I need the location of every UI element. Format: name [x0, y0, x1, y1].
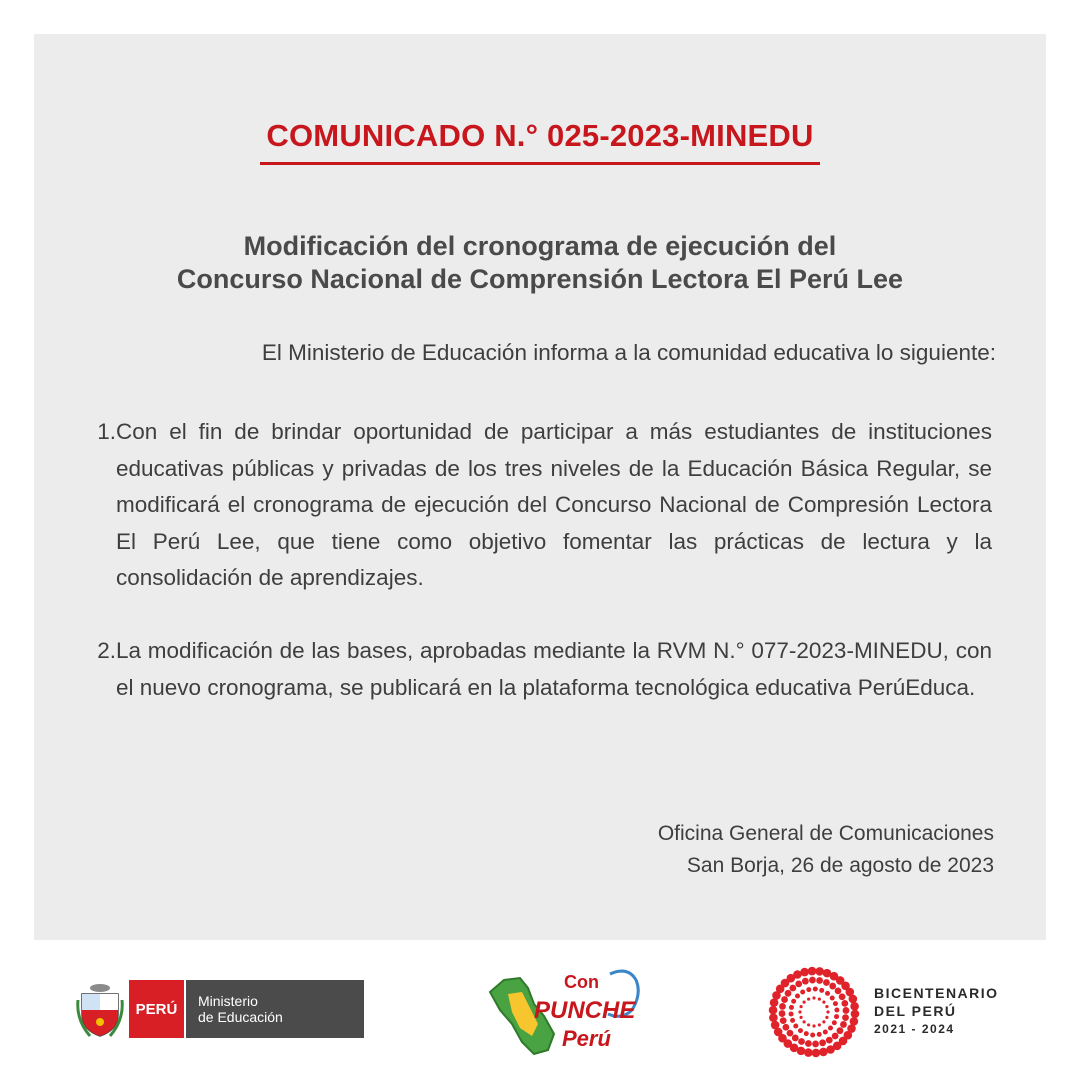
list-item	[86, 414, 992, 597]
sunburst-dot	[826, 1010, 829, 1013]
sunburst-dot	[826, 1037, 833, 1044]
sunburst-dot	[793, 1024, 798, 1029]
svg-text:Con: Con	[564, 972, 599, 992]
announcement-card	[34, 34, 1046, 940]
svg-text:Perú: Perú	[562, 1026, 611, 1051]
sunburst-dot	[840, 1021, 847, 1028]
announcement-title: COMUNICADO N.° 025-2023-MINEDU	[34, 118, 1046, 165]
list-item-number: 2.	[97, 638, 116, 663]
sunburst-dot	[832, 1033, 839, 1040]
sunburst-dot	[835, 987, 842, 994]
sunburst-dot	[780, 1017, 787, 1024]
sunburst-dot	[812, 1041, 819, 1048]
svg-text:PUNCHE: PUNCHE	[534, 997, 636, 1024]
sunburst-dot	[779, 1010, 786, 1017]
sunburst-dot	[823, 1030, 828, 1035]
signature-date: San Borja, 26 de agosto de 2023	[686, 854, 994, 877]
sunburst-dot	[818, 1023, 821, 1026]
sunburst-dot	[769, 1013, 778, 1022]
intro-paragraph: El Ministerio de Educación informa a la comunidad educativa lo siguiente:	[261, 340, 996, 365]
sunburst-dot	[830, 995, 835, 1000]
sunburst-dot	[799, 1016, 802, 1019]
sunburst-dot	[781, 996, 788, 1003]
sunburst-dot	[847, 1024, 856, 1033]
sunburst-dot	[805, 1040, 812, 1047]
sunburst-dot	[804, 1048, 813, 1057]
sunburst-dot	[818, 997, 821, 1000]
peru-label: PERÚ	[129, 980, 184, 1038]
sunburst-dot	[804, 1031, 809, 1036]
list-item-number: 1.	[97, 419, 116, 444]
ministry-label: Ministerio de Educación	[186, 980, 364, 1038]
announcement-subtitle: Modificación del cronograma de ejecución del Concurso Nacional de Comprensión Lectora El Perú Lee	[176, 231, 904, 294]
sunburst-dot	[799, 1005, 802, 1008]
sunburst-dot	[812, 1049, 821, 1058]
sunburst-dot	[795, 980, 802, 987]
coat-of-arms-icon	[76, 980, 124, 1042]
list-item	[86, 633, 992, 706]
signature-office: Oficina General de Comunicaciones	[657, 822, 994, 845]
sunburst-dot	[787, 1030, 794, 1037]
sunburst-dot	[825, 1005, 828, 1008]
sunburst-dot	[841, 1000, 848, 1007]
bicentenario-logo	[764, 962, 1014, 1062]
bicentenario-text: BICENTENARIO DEL PERÚ 2021 - 2024	[874, 985, 999, 1036]
sunburst-dot	[843, 1007, 850, 1014]
signature	[658, 818, 994, 882]
sunburst-dot	[819, 988, 824, 993]
sunburst-dot	[789, 985, 796, 992]
sunburst-dot	[806, 987, 811, 992]
con-punche-peru-logo	[482, 958, 652, 1062]
sunburst-dot	[837, 1027, 844, 1034]
sunburst-dot	[802, 978, 809, 985]
sunburst-dot	[808, 967, 817, 976]
sunburst-dot	[819, 1048, 828, 1057]
sunburst-dot	[816, 977, 823, 984]
sunburst-dot	[833, 1001, 838, 1006]
sunburst-dot	[817, 1032, 822, 1037]
sunburst-dot	[825, 1016, 828, 1019]
sunburst-dot	[798, 1010, 801, 1013]
sunburst-dot	[810, 1032, 815, 1037]
sunburst-dot	[809, 977, 816, 984]
sunburst-dot	[795, 993, 800, 998]
sunburst-dot	[839, 993, 846, 1000]
sunburst-dot	[850, 1002, 859, 1011]
bicentenario-sunburst-icon	[764, 962, 864, 1062]
sunburst-dot	[825, 991, 830, 996]
sunburst-dot	[803, 1020, 806, 1023]
sunburst-dot	[828, 1026, 833, 1031]
sunburst-dot	[834, 1008, 839, 1013]
sunburst-dot	[769, 1006, 778, 1015]
sunburst-dot	[851, 1010, 860, 1019]
sunburst-dot	[789, 1011, 794, 1016]
sunburst-dot	[822, 1001, 825, 1004]
sunburst-dot	[771, 1021, 780, 1030]
sunburst-dot	[834, 1014, 839, 1019]
sunburst-dot	[800, 989, 805, 994]
sunburst-dot	[842, 1014, 849, 1021]
sunburst-dot	[798, 1038, 805, 1045]
sunburst-dot	[807, 1023, 810, 1026]
sunburst-dot	[812, 996, 815, 999]
sunburst-dot	[790, 1018, 795, 1023]
sunburst-dot	[829, 983, 836, 990]
sunburst-dot	[832, 1020, 837, 1025]
sunburst-dot	[782, 1024, 789, 1031]
list-item-text: La modificación de las bases, aprobadas mediante la RVM N.° 077-2023-MINEDU, con el nuevo cronograma, se publicará en la plataforma tecnológica educativa PerúEduca.	[116, 638, 992, 700]
sunburst-dot	[815, 967, 824, 976]
sunburst-dot	[800, 968, 809, 977]
sunburst-dot	[822, 1020, 825, 1023]
minedu-logo	[76, 980, 366, 1042]
sunburst-dot	[785, 990, 792, 997]
sunburst-dot	[813, 987, 818, 992]
list-item-text: Con el fin de brindar oportunidad de participar a más estudiantes de instituciones educativas públicas y privadas de los tres niveles de la Educación Básica Regular, se modificará el cronograma de ejecución del Concurso Nacional de Compresión Lectora El Perú Lee, que tiene como objetivo fomentar las prácticas de lectura y la consolidación de aprendizajes.	[116, 419, 992, 590]
sunburst-dot	[792, 1035, 799, 1042]
sunburst-dot	[819, 1039, 826, 1046]
sunburst-dot	[823, 979, 830, 986]
sunburst-dot	[791, 999, 796, 1004]
sunburst-dot	[779, 1003, 786, 1010]
sunburst-dot	[789, 1005, 794, 1010]
sunburst-dot	[812, 1024, 815, 1027]
sunburst-dot	[807, 997, 810, 1000]
sunburst-dot	[803, 1001, 806, 1004]
sunburst-dot	[849, 995, 858, 1004]
sunburst-dot	[798, 1028, 803, 1033]
